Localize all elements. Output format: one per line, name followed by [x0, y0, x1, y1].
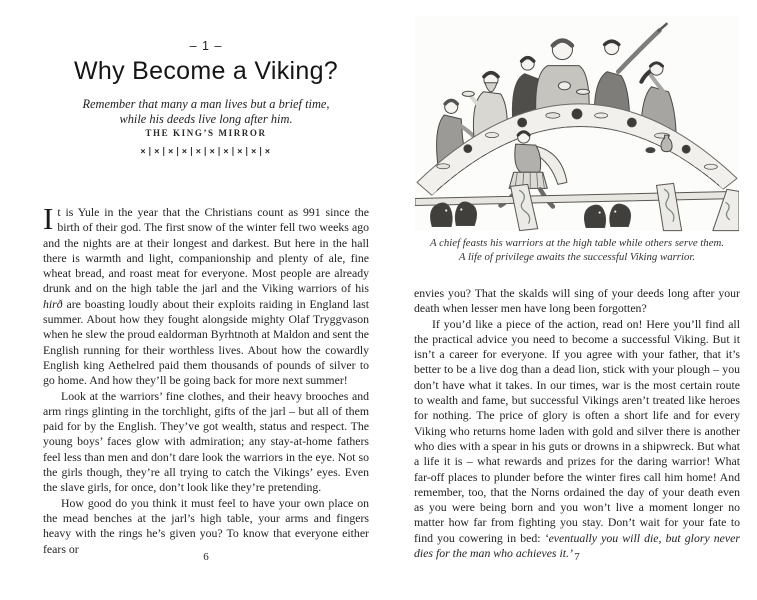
page-left: [43, 0, 369, 600]
epigraph-line-2: while his deeds live long after him.: [119, 112, 293, 126]
page-right: [414, 0, 740, 600]
pot: [646, 148, 655, 153]
paragraph-1: [43, 201, 369, 389]
epigraph-source: THE KING’S MIRROR: [145, 128, 267, 138]
page-number-left: 6: [203, 551, 209, 563]
chapter-number: – 1 –: [189, 39, 223, 53]
caption-line-2: A life of privilege awaits the successful Viking warrior.: [458, 250, 696, 263]
drop-cap: I: [43, 201, 54, 236]
epigraph: [43, 97, 369, 127]
paragraph-1-text-b: are boasting loudly about their exploits raiding in England last summer. About how they fought alongside mighty Olaf Tryggvason when he slew the proud ealdorman Byrhtnoth at Maldon and sent the English running for their worthless lives. About how the cowardly English king Aethelred paid them thousands of pounds of silver to go home. And how they’ll be going back for more next summer!: [43, 296, 369, 388]
paragraph-5-text: If you’d like a piece of the action, read on! Here you’ll find all the practical advice you need to become a successful Viking. But it isn’t a career for everyone. If you agree with your father, that it’s better to be a live dog than a dead lion, stick with your plough – you don’t have what it takes. In our times, war is the most certain route to wealth and fame, but successful Vikings aren’t treated like heroes for nothing. The price of glory is often a short life and for every Viking who returns home laden with gold and silver there is another who dies with a spear in his guts or drowns in a shipwreck. But what a life it is – what rewards and prizes for the daring warrior! What far-off places to plunder before the winter fires call him home! And remember, too, that the Norns ordained the day of your death even as you were being born and you won’t live a moment longer no matter how far from fighting you stay. Don’t wait for your fate to find you cowering in bed:: [414, 316, 740, 545]
paragraph-5: [414, 317, 740, 562]
paragraph-2: Look at the warriors’ fine clothes, and their heavy brooches and arm rings glinting in the torchlight, gifts of the jarl – but all of them paid for by the English. They’ve got wealth, status and respect. The young boys’ faces glow with admiration; any stay-at-home fathers feel less than men and don’t dare look the warriors in the eye. Not so the girls though, they’re all trying to catch the Vikings’ eyes. Even the slave girls, for once, don’t look like they’re pretending.: [43, 388, 369, 495]
page-number-right: 7: [574, 551, 580, 563]
body-text-right: [414, 286, 740, 561]
paragraph-4: envies you? That the skalds will sing of your deeds long after your death when lesser men have long been forgotten?: [414, 286, 740, 316]
paragraph-1-italic-term: hirð: [43, 296, 63, 311]
illustration-caption: [408, 237, 746, 264]
caption-line-1: A chief feasts his warriors at the high table while others serve them.: [430, 237, 724, 249]
feast-illustration-svg: [415, 14, 739, 232]
feast-illustration: [415, 14, 739, 232]
epigraph-line-1: Remember that many a man lives but a brief time,: [82, 97, 330, 111]
paragraph-3: How good do you think it must feel to have your own place on the mead benches at the jarl’s high table, your arms and fingers heavy with the rings he’s given you? To know that everyone either fears or: [43, 495, 369, 556]
paragraph-5-italic-quote: ‘eventually you will die, but glory never dies for the man who achieves it.’: [414, 530, 740, 561]
chapter-title: Why Become a Viking?: [74, 57, 338, 85]
body-text-left: [43, 201, 369, 557]
paragraph-1-text-a: t is Yule in the year that the Christians count as 991 since the birth of their god. The first snow of the winter fell two weeks ago and the nights are at their longest and darkest. But here in the hall there is warmth and light, companionship and plenty of ale, fine wheat bread, and roast meat for everyone. Most people are already drunk and on the high table the jarl and the Viking warriors of his: [43, 205, 369, 296]
chapter-ornament-divider: ×|×|×|×|×|×|×|×|×|×: [140, 147, 272, 157]
